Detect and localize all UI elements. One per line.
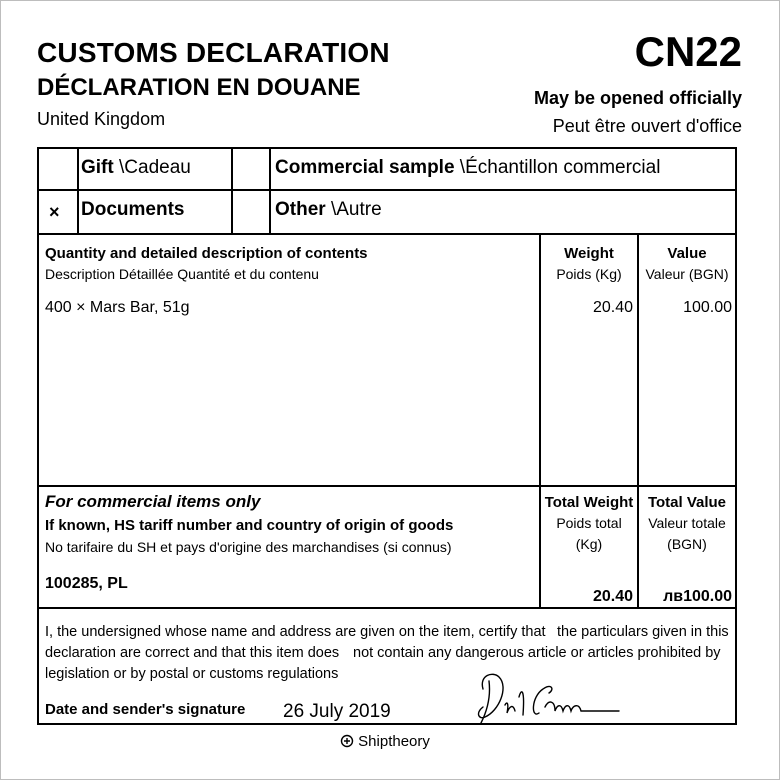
total-weight-header-fr: Poids total (556, 515, 622, 531)
category-commercial-sample: Commercial sample \Échantillon commercial (275, 157, 661, 178)
hs-label: If known, HS tariff number and country of origin of goods (45, 517, 454, 534)
category-divider-right (269, 189, 735, 191)
total-value-header-fr: Valeur totale (648, 515, 726, 531)
signature-label: Date and sender's signature (45, 701, 246, 718)
checkbox-documents[interactable] (39, 191, 77, 233)
total-value-unit: (BGN) (667, 536, 707, 552)
country-label: United Kingdom (37, 109, 166, 129)
category-gift: Gift \Cadeau (81, 157, 191, 178)
total-value-amount: лв100.00 (663, 588, 732, 605)
total-value-header: Total Value (647, 494, 727, 511)
footer-brand-name: Shiptheory (358, 733, 430, 750)
checkbox-other[interactable] (233, 191, 269, 233)
weight-column-line (539, 235, 541, 609)
declaration-line-1a: I, the undersigned whose name and address are given on the item, certify that (45, 624, 546, 640)
contents-header-fr: Description Détaillée Quantité et du contenu (45, 266, 319, 282)
checkbox-gift[interactable] (39, 149, 77, 189)
commercial-bottom-line (39, 607, 735, 609)
declaration-line-1b: the particulars given in this (557, 624, 729, 640)
item-value: 100.00 (683, 299, 732, 316)
signature-date: 26 July 2019 (283, 701, 391, 722)
sender-signature (469, 667, 629, 727)
declaration-form (37, 147, 737, 725)
declaration-line-2b: not contain any dangerous article or articles prohibited by (353, 645, 721, 661)
footer-brand (340, 733, 430, 752)
declaration-line-3: legislation or by postal or customs regulations (45, 666, 339, 682)
hs-value: 100285, PL (45, 575, 128, 592)
signature-stroke (479, 674, 619, 723)
weight-header-fr: Poids (Kg) (556, 266, 622, 282)
checkbox-column-line-1 (77, 149, 79, 235)
check-mark-icon: × (49, 202, 60, 222)
declaration-line-2a: declaration are correct and that this item does (45, 645, 340, 661)
contents-bottom-line (39, 485, 735, 487)
value-column-line (637, 235, 639, 609)
category-bottom-line (39, 233, 735, 235)
opened-officially-en: May be opened officially (533, 88, 742, 108)
title-french: DÉCLARATION EN DOUANE (37, 74, 361, 101)
commercial-title: For commercial items only (45, 492, 261, 511)
checkbox-commercial-sample[interactable] (233, 149, 269, 189)
hs-label-fr: No tarifaire du SH et pays d'origine des marchandises (si connus) (45, 539, 452, 555)
form-code: CN22 (634, 28, 742, 75)
total-weight-header: Total Weight (544, 494, 634, 511)
category-documents: Documents (81, 199, 185, 220)
weight-header: Weight (564, 245, 614, 262)
item-description: 400 × Mars Bar, 51g (45, 299, 190, 316)
total-weight-unit: (Kg) (575, 536, 603, 552)
opened-officially-fr: Peut être ouvert d'office (552, 116, 742, 136)
shiptheory-logo-icon (340, 734, 354, 752)
title-english: CUSTOMS DECLARATION (37, 37, 390, 68)
contents-header: Quantity and detailed description of contents (45, 245, 368, 262)
category-other: Other \Autre (275, 199, 382, 220)
item-weight: 20.40 (592, 299, 633, 316)
value-header-fr: Valeur (BGN) (645, 266, 729, 282)
value-header: Value (667, 245, 707, 262)
checkbox-column-line-2 (269, 149, 271, 235)
total-weight-value: 20.40 (592, 588, 633, 605)
